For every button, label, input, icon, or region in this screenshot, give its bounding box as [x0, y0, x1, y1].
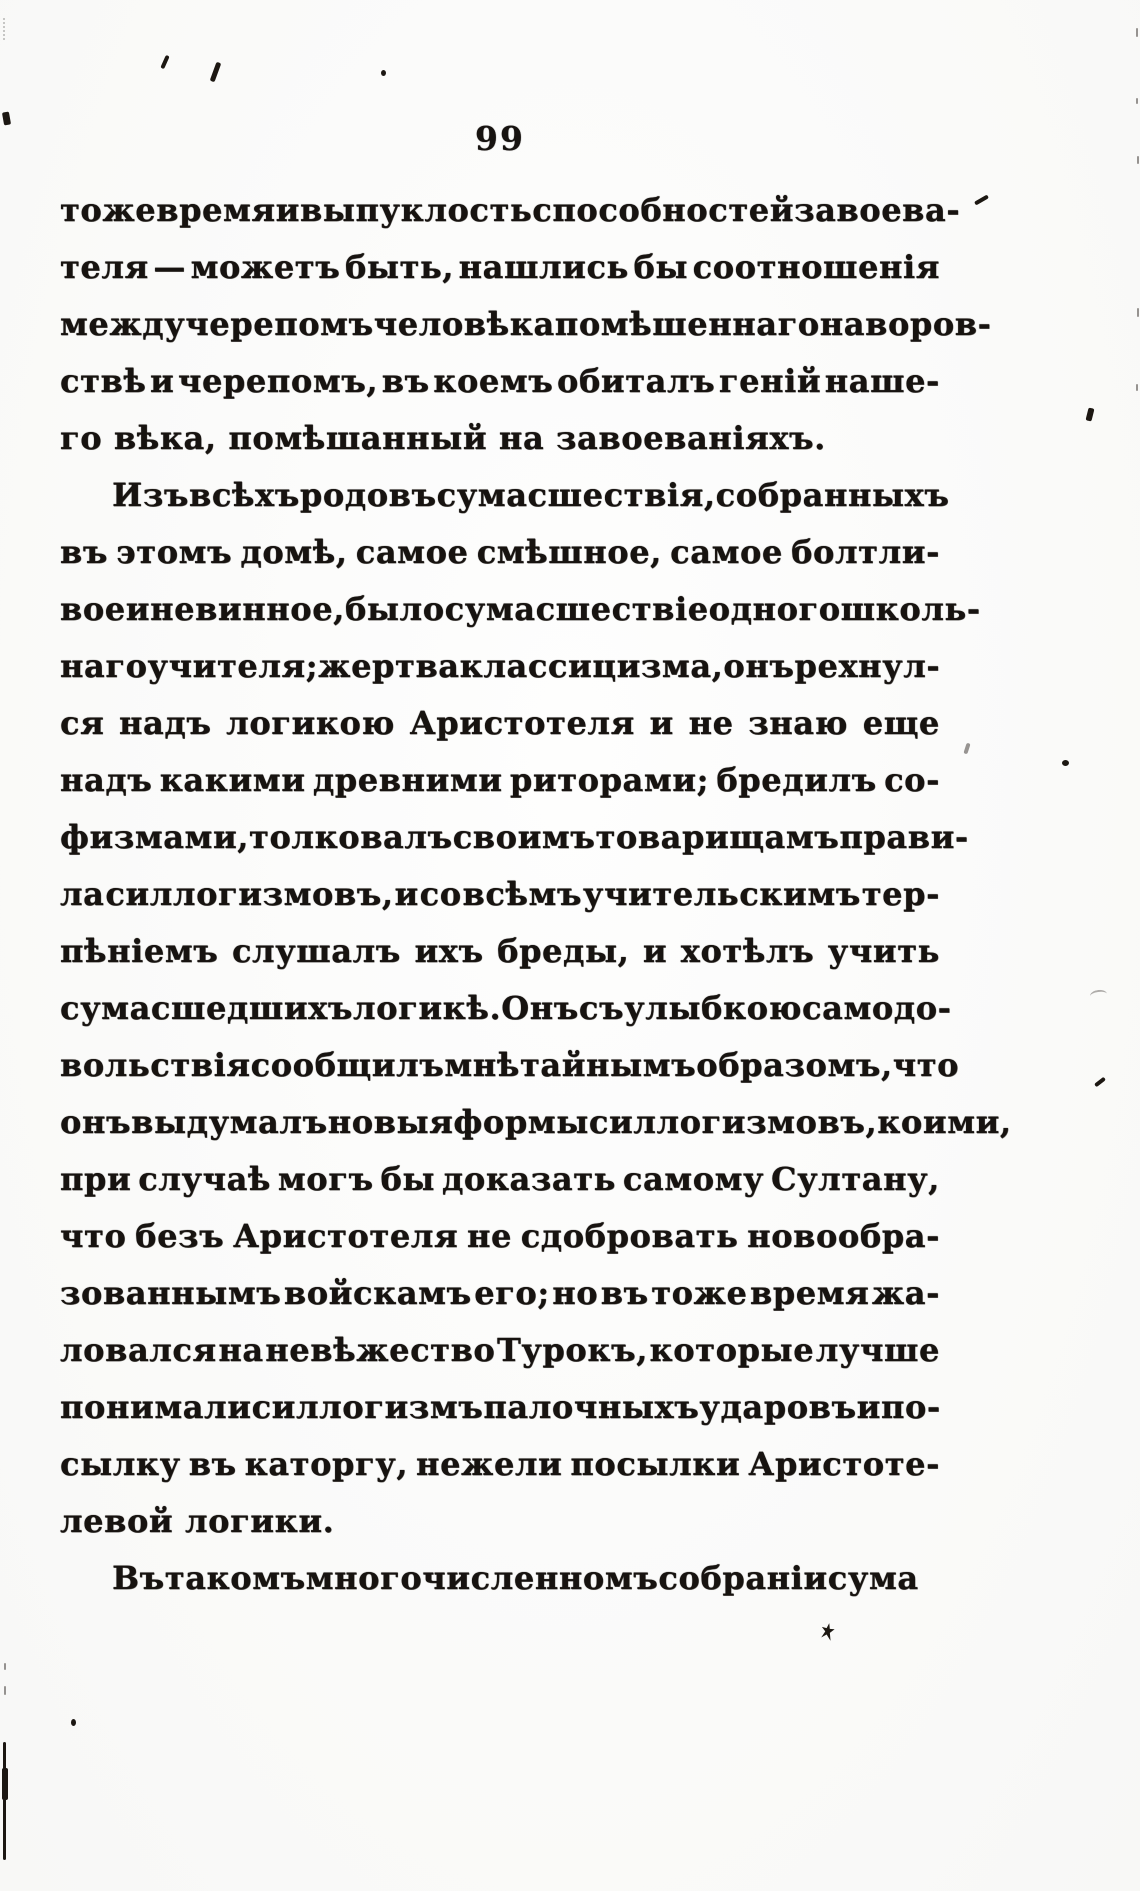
word: выпуклость	[300, 191, 533, 229]
word: можетъ	[190, 248, 341, 286]
word: черепомъ,	[177, 362, 379, 400]
word: теля	[60, 248, 149, 286]
word: и	[150, 362, 175, 400]
word: нашлись	[458, 248, 629, 286]
word: Онъ	[501, 989, 579, 1027]
word: обиталъ	[557, 362, 716, 400]
word: логикѣ.	[353, 989, 502, 1027]
text-line	[60, 581, 981, 638]
word: время	[749, 1274, 870, 1312]
word: многочисленномъ	[305, 1559, 659, 1597]
word: въ	[60, 533, 108, 571]
word: и	[275, 191, 300, 229]
word: бреды,	[497, 932, 630, 970]
word: прави-	[839, 818, 969, 856]
word: новообра-	[747, 1217, 940, 1255]
word: сылку	[60, 1445, 181, 1483]
word: невѣжество	[265, 1331, 496, 1369]
word: по-	[880, 1388, 941, 1426]
word: могъ	[277, 1160, 374, 1198]
word: силлогизмъ	[251, 1388, 484, 1426]
word: учительскимъ	[582, 875, 861, 913]
word: въ	[600, 1274, 649, 1312]
word: родовъ	[299, 476, 437, 514]
word: въ	[188, 1445, 237, 1483]
word: бы	[633, 248, 689, 286]
word: случаѣ	[138, 1160, 272, 1198]
word: способностей	[532, 191, 795, 229]
word: завоева-	[794, 191, 961, 229]
text-line	[60, 923, 940, 980]
word: товарищамъ	[595, 818, 840, 856]
word: безъ	[135, 1217, 225, 1255]
ink-stroke	[963, 743, 970, 755]
word: мнѣ	[444, 1046, 520, 1084]
word: время	[156, 191, 276, 229]
word: со-	[884, 761, 940, 799]
word: каторгу,	[244, 1445, 409, 1483]
text-line	[60, 1151, 940, 1208]
word: учить	[827, 932, 940, 970]
word: своимъ	[452, 818, 596, 856]
word: ла	[60, 875, 105, 913]
text-line	[60, 980, 952, 1037]
edge-tick	[1137, 156, 1139, 164]
word: онъ	[723, 647, 795, 685]
ink-dot	[1062, 760, 1069, 766]
text-line	[60, 467, 950, 524]
word: Изъ	[112, 476, 190, 514]
word: черепомъ	[185, 305, 374, 343]
word: силлогизмовъ,	[588, 1103, 878, 1141]
ink-curve	[1089, 989, 1107, 1001]
word: евинное,	[174, 590, 345, 628]
text-line	[60, 1436, 940, 1493]
word: формы	[453, 1103, 589, 1141]
word: вое	[60, 590, 126, 628]
word: хотѣлъ	[680, 932, 815, 970]
ink-blob	[2, 111, 11, 125]
ink-stroke	[974, 195, 989, 206]
word: и	[856, 1388, 881, 1426]
edge-tick	[1137, 308, 1139, 317]
word: Турокъ,	[496, 1331, 648, 1369]
word: сдобровать	[520, 1217, 739, 1255]
word: нежели	[416, 1445, 563, 1483]
word: всѣмъ	[462, 875, 583, 913]
edge-tick	[1136, 384, 1138, 391]
word: не	[688, 704, 734, 742]
word: собранныхъ	[715, 476, 950, 514]
text-line	[60, 695, 940, 752]
ink-comma	[1086, 407, 1095, 421]
word: сумасшествіе	[444, 590, 709, 628]
edge-blob	[2, 1768, 8, 1800]
word: улыбкою	[624, 989, 803, 1027]
word: человѣка	[373, 305, 555, 343]
text-line	[60, 182, 961, 239]
text-line: го вѣка, помѣшанный на завоеваніяхъ.	[60, 419, 826, 457]
word: съ	[578, 989, 625, 1027]
text-line	[60, 1265, 940, 1322]
word: его;	[474, 1274, 550, 1312]
word: Султану,	[771, 1160, 940, 1198]
word: риторами;	[509, 761, 710, 799]
word: всѣхъ	[189, 476, 300, 514]
text-line	[60, 296, 992, 353]
word: онъ	[60, 1103, 132, 1141]
word: жа-	[871, 1274, 940, 1312]
word: слушалъ	[231, 932, 401, 970]
word: тоже	[651, 1274, 748, 1312]
page-number: 99	[475, 119, 525, 158]
text-line	[60, 809, 969, 866]
word: учителя;	[147, 647, 319, 685]
word: древними	[312, 761, 503, 799]
word: пѣніемъ	[60, 932, 219, 970]
word: ся	[60, 704, 105, 742]
word: классицизма,	[459, 647, 724, 685]
word: доказать	[441, 1160, 616, 1198]
word: на	[819, 305, 866, 343]
ink-dot	[381, 70, 386, 76]
word: сумасшествія,	[436, 476, 716, 514]
word: собраніи	[658, 1559, 828, 1597]
word: самодо-	[802, 989, 952, 1027]
word: вольствія	[60, 1046, 251, 1084]
word: тоже	[60, 191, 157, 229]
word: еще	[862, 704, 940, 742]
word: рехнул-	[794, 647, 941, 685]
text-line	[60, 752, 940, 809]
word: соотношенія	[692, 248, 940, 286]
word: со	[419, 875, 462, 913]
word: бредилъ	[716, 761, 877, 799]
word: и	[394, 875, 419, 913]
word: сума	[827, 1559, 919, 1597]
word: коемъ	[433, 362, 554, 400]
text-line	[60, 866, 940, 923]
word: логикою	[226, 704, 395, 742]
text-line	[60, 524, 940, 581]
word: сумасшедшихъ	[60, 989, 354, 1027]
word: ихъ	[414, 932, 484, 970]
word: толковалъ	[249, 818, 453, 856]
word: одного	[708, 590, 841, 628]
word: ударовъ	[699, 1388, 857, 1426]
ink-stroke	[160, 55, 169, 69]
word: сообщилъ	[250, 1046, 445, 1084]
word: зованнымъ	[60, 1274, 282, 1312]
ink-stroke	[210, 62, 222, 83]
text-line	[60, 1208, 940, 1265]
word: тайнымъ	[519, 1046, 697, 1084]
word: образомъ,	[696, 1046, 893, 1084]
word: самому	[622, 1160, 765, 1198]
text-line	[60, 239, 940, 296]
edge-tick	[4, 1686, 6, 1695]
word: надъ	[119, 704, 212, 742]
word: наше-	[824, 362, 940, 400]
text-line	[60, 1094, 1012, 1151]
word: Аристоте-	[748, 1445, 940, 1483]
word: при	[60, 1160, 132, 1198]
word: лучше	[815, 1331, 940, 1369]
word: жертва	[318, 647, 460, 685]
word: —	[153, 248, 186, 286]
word: болтли-	[791, 533, 940, 571]
word: посылки	[570, 1445, 741, 1483]
ink-blot	[819, 1622, 835, 1641]
edge-tick	[4, 1663, 6, 1670]
word: не	[466, 1217, 512, 1255]
word: Аристотеля	[232, 1217, 459, 1255]
word: геній	[718, 362, 822, 400]
word: ствѣ	[60, 362, 147, 400]
word: тер-	[861, 875, 940, 913]
word: какими	[159, 761, 306, 799]
word: на	[218, 1331, 264, 1369]
ink-tick	[1094, 1077, 1106, 1088]
word: ловался	[60, 1331, 217, 1369]
text-line: левой логики.	[60, 1502, 335, 1540]
edge-tick	[1136, 28, 1138, 37]
word: Въ	[112, 1559, 165, 1597]
word: было	[344, 590, 445, 628]
word: понимали	[60, 1388, 252, 1426]
text-line	[60, 1037, 960, 1094]
word: физмами,	[60, 818, 250, 856]
edge-tick	[1136, 98, 1138, 104]
edge-dotted-mark	[3, 18, 7, 40]
word: выдумалъ	[131, 1103, 328, 1141]
text-block	[60, 182, 1012, 1607]
word: самое	[355, 533, 469, 571]
word: коими,	[877, 1103, 1012, 1141]
word: Аристотеля	[409, 704, 635, 742]
word: войскамъ	[283, 1274, 472, 1312]
word: бы	[380, 1160, 436, 1198]
word: и	[642, 932, 668, 970]
word: помѣшеннаго	[554, 305, 820, 343]
text-line	[60, 353, 940, 410]
word: этомъ	[116, 533, 233, 571]
word: которые	[649, 1331, 815, 1369]
word: и	[649, 704, 674, 742]
word: палочныхъ	[483, 1388, 700, 1426]
word: силлогизмовъ,	[105, 875, 394, 913]
word: между	[60, 305, 186, 343]
word: знаю	[748, 704, 849, 742]
word: школь-	[840, 590, 981, 628]
word: такомъ	[164, 1559, 306, 1597]
word: наго	[60, 647, 148, 685]
text-line	[60, 1322, 940, 1379]
word: ин	[125, 590, 175, 628]
word: надъ	[60, 761, 153, 799]
text-line	[60, 1379, 940, 1436]
text-line	[60, 638, 940, 695]
word: быть,	[344, 248, 455, 286]
ink-dot	[71, 1719, 76, 1726]
word: но	[552, 1274, 599, 1312]
word: смѣшное,	[476, 533, 662, 571]
word: новыя	[327, 1103, 454, 1141]
word: что	[892, 1046, 960, 1084]
edge-line	[3, 1742, 6, 1860]
word: воров-	[865, 305, 992, 343]
word: самое	[670, 533, 783, 571]
word: домѣ,	[240, 533, 348, 571]
word: что	[60, 1217, 127, 1255]
word: въ	[381, 362, 430, 400]
text-line	[60, 1550, 940, 1607]
